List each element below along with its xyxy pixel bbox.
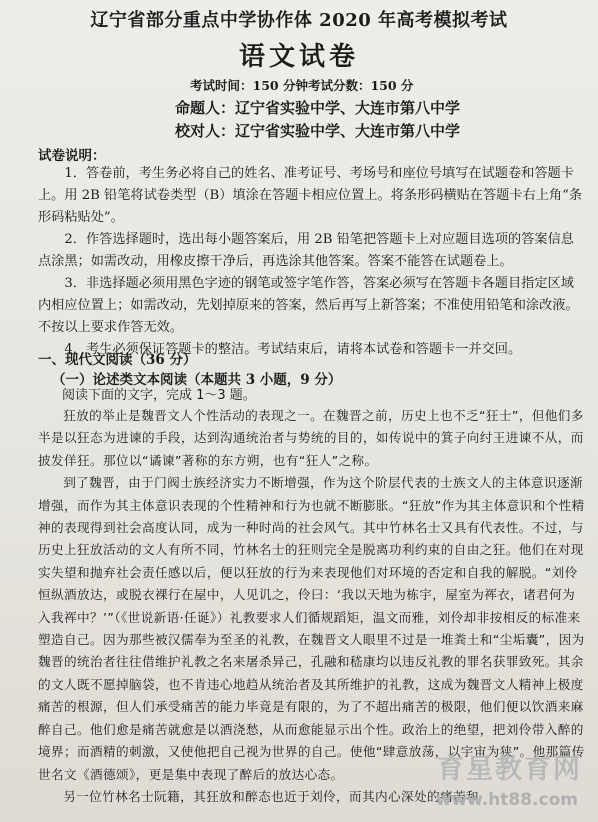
instruction-item: 1．答卷前，考生务必将自己的姓名、准考证号、考场号和座位号填写在试题卷和答题卡上。用 2B 铅笔将试卷类型（B）填涂在答题卡相应位置上。将条形码横贴在答题卡右上角“条形码粘贴处”。 (38, 166, 583, 225)
subsection-heading: （一）论述类文本阅读（本题共 3 小题，9 分） (52, 372, 342, 388)
author-line: 命题人：辽宁省实验中学、大连市第八中学 (175, 99, 461, 117)
instruction-item: 3．非选择题必须用黑色字迹的钢笔或签字笔作答，答案必须写在答题卡各题目指定区域内相应位置上；如需改动，先划掉原来的答案，然后再写上新答案；不准使用铅笔和涂改液。不按以上要求作答无效。 (38, 276, 579, 335)
watermark (402, 756, 592, 816)
exam-info: 考试时间：150 分钟考试分数：150 分 (190, 78, 414, 93)
instruction-item: 2．作答选择题时，选出每小题答案后，用 2B 铅笔把答题卡上对应题目选项的答案信息点涂黑；如需改动，用橡皮擦干净后，再选涂其他答案。答案不能答在试题卷上。 (38, 232, 574, 269)
passage-paragraph: 狂放的举止是魏晋文人个性活动的表现之一。在魏晋之前，历史上也不乏“狂士”，但他们多半是以狂态为进谏的手段，达到沟通统治者与势统的目的，如传说中的箕子向纣王进谏不从，而披发佯狂。那位以“谲谏”著称的东方朔，也有“狂人”之称。 (38, 408, 584, 468)
section-heading: 一、现代文阅读（36 分） (38, 352, 197, 368)
passage-paragraph: 另一位竹林名士阮籍，其狂放和醉态也近于刘伶，而其内心深处的痛苦和 (63, 788, 479, 804)
reading-prompt: 阅读下面的文字，完成 1～3 题。 (62, 388, 256, 403)
watermark-site: 育星教育网 (437, 754, 582, 785)
passage-paragraph: 到了魏晋，由于门阀士族经济实力不断增强，作为这个阶层代表的士族文人的主体意识逐渐增强，而作为其主体意识表现的个性精神和行为也就不断膨胀。“狂放”作为其主体意识和个性精神的表现得到社会高度认同，成为一种时尚的社会风气。其中竹林名士又具有代表性。不过，与历史上狂放活动的文人有所不同，竹林名士的狂则完全是脱离功利约束的自由之狂。他们在对现实失望和抛弃社会责任感以后，便以狂放的行为来表现他们对环境的否定和自我的解脱。“刘伶恒纵酒放达，或脱衣裸行在屋中，人见讥之，伶曰：‘我以天地为栋宇，屋室为裈衣，诸君何为入我裈中？’”（《世说新语·任诞》）礼教要求人们循规蹈矩，温文而雅，刘伶却非按相反的标准来塑造自己。因为那些被汉儒奉为至圣的礼教，在魏晋文人眼里不过是一堆粪土和“尘垢囊”，因为魏晋的统治者往往借维护礼教之名来屠杀异己，孔融和嵇康均以违反礼教的罪名获罪致死。其余的文人既不愿掉脑袋，也不肯违心地趋从统治者及其所维护的礼教，这成为魏晋文人精神上极度痛苦的根源，但人们承受痛苦的能力毕竟是有限的，为了不超出痛苦的极限，他们便以饮酒来麻醉自己。他们愈是痛苦就愈是以酒浇愁，从而愈能显示出个性。政治上的绝望，把刘伶带入醉的境界；而酒精的刺激，又使他把自己视为世界的自己。使他“肆意放荡，以宇宙为狭”。他那篇传世名文《酒德颂》，更是集中表现了醉后的放达心态。 (38, 475, 585, 782)
instructions-heading: 试卷说明： (38, 148, 106, 164)
instruction-item: 4．考生必须保证答题卡的整洁。考试结束后，请将本试卷和答题卡一并交回。 (64, 342, 522, 357)
proofreader-line: 校对人：辽宁省实验中学、大连市第八中学 (175, 122, 461, 140)
watermark-url: www.ht88.com (435, 790, 578, 810)
exam-title: 辽宁省部分重点中学协作体 2020 年高考模拟考试 (90, 10, 508, 31)
instructions-list (38, 163, 586, 361)
subject-title: 语文试卷 (238, 42, 359, 72)
